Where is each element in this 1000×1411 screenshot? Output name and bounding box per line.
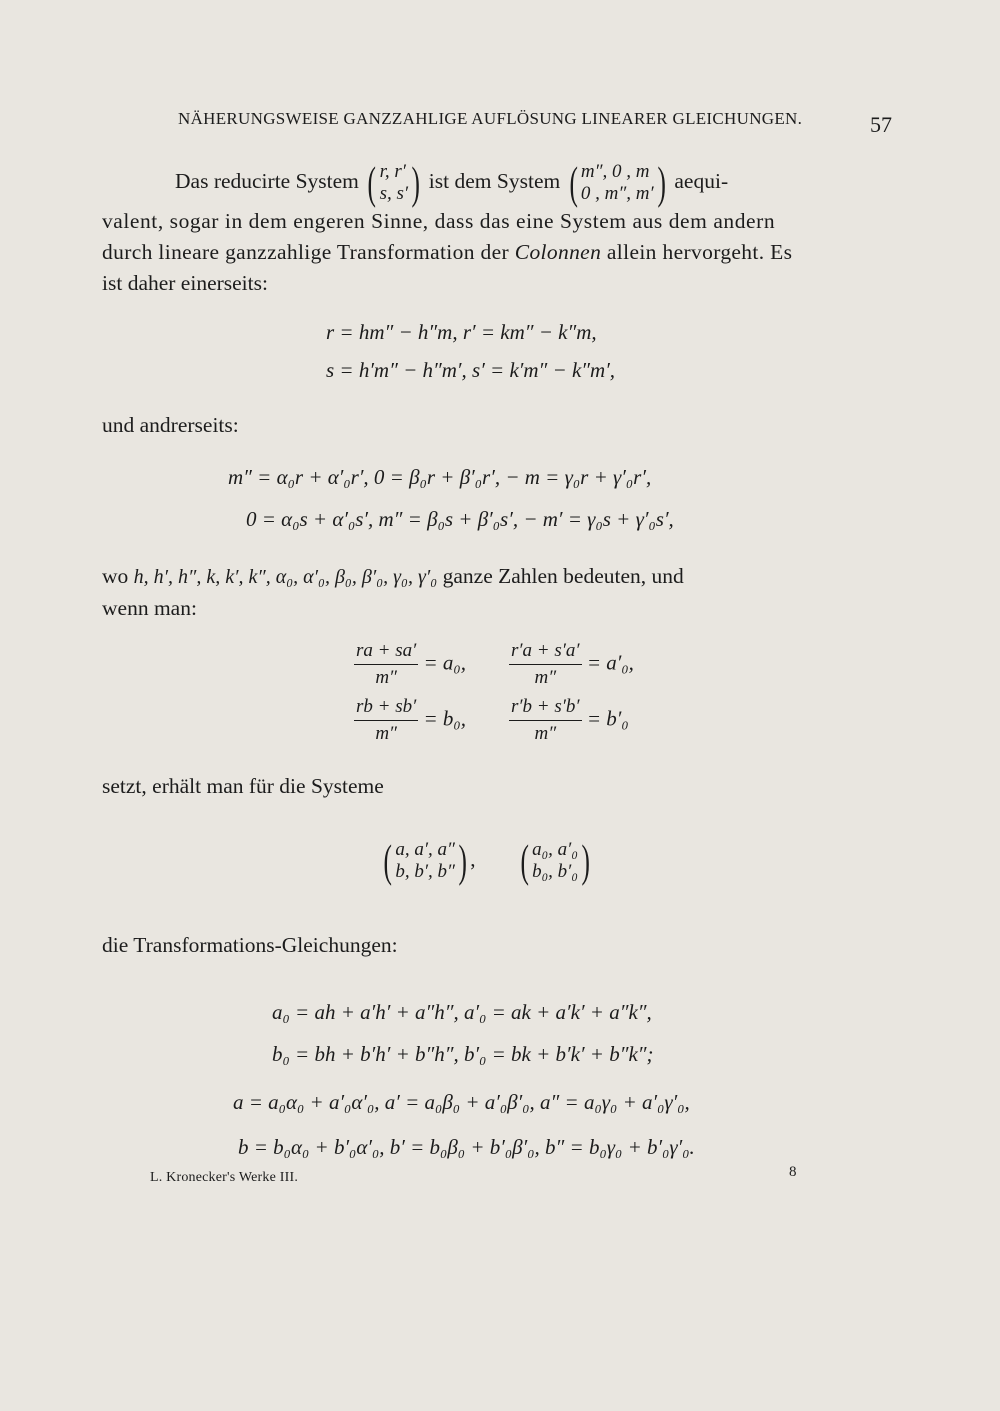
matrix-row: r, r′ — [379, 161, 406, 182]
paragraph-line — [102, 237, 894, 268]
word: reducirte — [213, 168, 291, 193]
word: System — [496, 168, 561, 193]
footer-collection-title: L. Kronecker's Werke III. — [150, 1170, 299, 1185]
right-hand-side: = b₀, — [423, 706, 466, 731]
matrix-row: s, s′ — [379, 183, 409, 204]
fraction-equation-3 — [354, 696, 466, 745]
page-number: 57 — [870, 112, 892, 137]
matrix-row: 0 , m″, m′ — [580, 183, 654, 204]
text-run: allein hervorgeht. Es — [601, 240, 793, 264]
word: Das — [175, 168, 209, 193]
systems-pair — [380, 835, 593, 886]
separator: , — [470, 846, 476, 871]
paragraph-line — [102, 561, 894, 593]
fraction — [509, 696, 582, 745]
fraction — [354, 696, 418, 745]
denominator: m″ — [375, 667, 397, 688]
denominator: m″ — [534, 667, 557, 688]
fraction-equation-2 — [509, 640, 634, 689]
matrix-row: b, b′, b″ — [395, 861, 455, 882]
emphasis-colonnen: Colonnen — [514, 240, 602, 264]
right-paren: ) — [411, 157, 420, 208]
text-setzt — [102, 771, 894, 802]
numerator: r′a + s′a′ — [509, 640, 582, 665]
left-paren: ( — [569, 157, 578, 208]
paragraph-wo — [102, 561, 894, 624]
paragraph-line: die Transformations-Gleichungen: — [102, 933, 398, 957]
fraction-equation-4 — [509, 696, 629, 745]
paragraph-line: setzt, erhält man für die Systeme — [102, 774, 384, 798]
matrix-row: m″, 0 , m — [580, 161, 650, 182]
left-paren: ( — [383, 835, 392, 886]
equation-r: r = hm″ − h″m, r′ = km″ − k″m, — [326, 320, 597, 344]
right-hand-side: = a′₀, — [586, 650, 634, 675]
equation-m-row: m″ = α₀r + α′₀r′, 0 = β₀r + β′₀r′, − m = γ₀r + γ′₀r′, — [228, 465, 652, 489]
numerator: rb + sb′ — [354, 696, 418, 721]
equation-s: s = h′m″ − h″m′, s′ = k′m″ − k″m′, — [326, 358, 616, 382]
paragraph-line: wenn man: — [102, 596, 197, 620]
word: wo — [102, 564, 129, 588]
equation-a0: a₀ = ah + a′h′ + a″h″, a′₀ = ak + a′k′ + a″k″, — [272, 1000, 652, 1024]
word: ist — [428, 168, 450, 193]
fraction — [354, 640, 418, 689]
text-run: durch lineare ganzzahlige Transformation der — [102, 240, 515, 264]
paragraph-system-equivalence — [102, 157, 894, 299]
word: dem — [454, 168, 492, 193]
numerator: ra + sa′ — [354, 640, 418, 665]
right-paren: ) — [657, 157, 666, 208]
matrix-target-system — [566, 157, 669, 208]
running-title: NÄHERUNGSWEISE GANZZAHLIGE AUFLÖSUNG LINEARER GLEICHUNGEN. — [178, 109, 803, 128]
equation-b0: b₀ = bh + b′h′ + b″h″, b′₀ = bk + b′k′ + b″k″; — [272, 1042, 654, 1066]
right-paren: ) — [581, 835, 590, 886]
matrix-reduced-system — [364, 157, 423, 208]
word: System — [295, 168, 359, 193]
footer-signature-mark: 8 — [789, 1164, 797, 1180]
variable-list: h, h′, h″, k, k′, k″, α₀, α′₀, β₀, β′₀, γ₀, γ′₀ — [133, 566, 438, 588]
paragraph-line: und andrerseits: — [102, 413, 239, 437]
numerator: r′b + s′b′ — [509, 696, 582, 721]
denominator: m″ — [375, 723, 397, 744]
word: aequi- — [674, 168, 729, 193]
fraction — [509, 640, 582, 689]
matrix-row: b₀, b′₀ — [532, 861, 578, 882]
left-paren: ( — [520, 835, 529, 886]
paragraph-line — [102, 157, 894, 208]
equation-zero-row: 0 = α₀s + α′₀s′, m″ = β₀s + β′₀s′, − m′ = γ₀s + γ′₀s′, — [246, 507, 674, 531]
paragraph-line: valent, sogar in dem engeren Sinne, dass das eine System aus dem andern — [102, 209, 776, 233]
text-und-andrerseits — [102, 410, 894, 441]
right-paren: ) — [458, 835, 467, 886]
text-transformations — [102, 930, 894, 961]
denominator: m″ — [534, 723, 557, 744]
equation-a: a = a₀α₀ + a′₀α′₀, a′ = a₀β₀ + a′₀β′₀, a″ = a₀γ₀ + a′₀γ′₀, — [233, 1090, 690, 1114]
matrix-system-a0-b0 — [517, 835, 594, 886]
right-hand-side: = b′₀ — [586, 706, 629, 731]
right-hand-side: = a₀, — [423, 650, 466, 675]
fraction-equation-1 — [354, 640, 466, 689]
matrix-row: a, a′, a″ — [395, 839, 455, 860]
matrix-row: a₀, a′₀ — [532, 839, 578, 860]
paragraph-line: ist daher einerseits: — [102, 271, 268, 295]
left-paren: ( — [367, 157, 377, 208]
matrix-system-a-b — [380, 835, 470, 886]
equation-b: b = b₀α₀ + b′₀α′₀, b′ = b₀β₀ + b′₀β′₀, b″ = b₀γ₀ + b′₀γ′₀. — [238, 1135, 695, 1159]
text-run: ganze Zahlen bedeuten, und — [442, 564, 684, 588]
